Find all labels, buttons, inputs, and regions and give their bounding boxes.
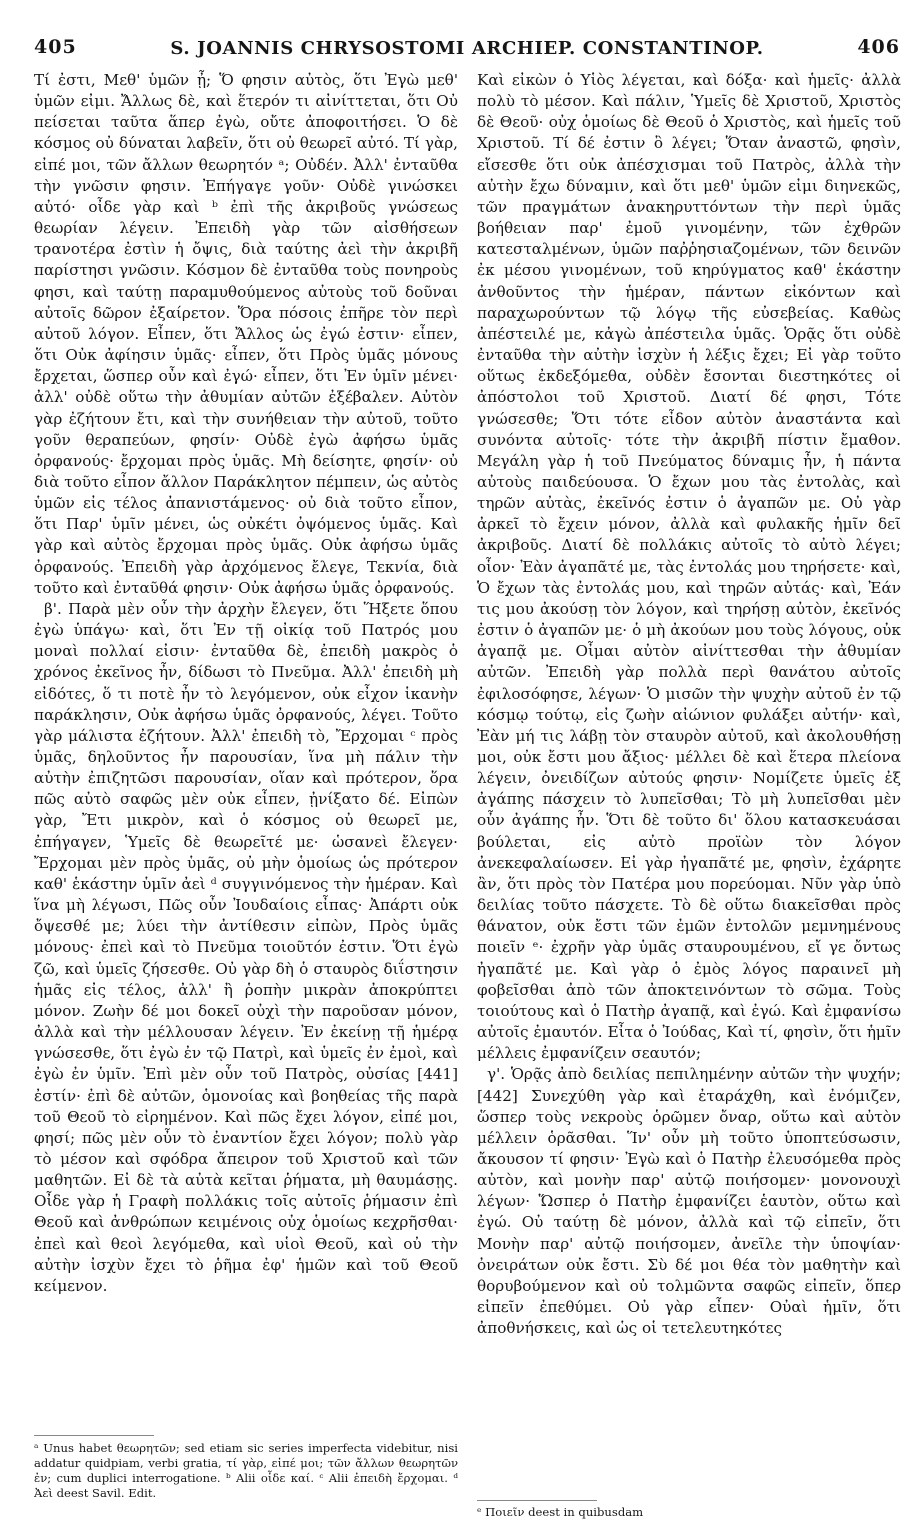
running-title: S. JOANNIS CHRYSOSTOMI ARCHIEP. CONSTANTINOP. <box>170 38 764 59</box>
left-column <box>34 70 458 1297</box>
left-paragraph-2: β'. Παρὰ μὲν οὖν τὴν ἀρχὴν ἔλεγεν, ὅτι Ἥξετε ὅπου ἐγὼ ὑπάγω· καὶ, ὅτι Ἐν τῇ οἰκίᾳ τοῦ Πατρός μου μοναὶ πολλαί εἰσιν· ἐνταῦθα δὲ, ἐπειδὴ μακρὸς ὁ χρόνος ἐκεῖνος ἦν, δίδωσι τὸ Πνεῦμα. Ἀλλ' ἐπειδὴ μὴ εἰδότες, ὅ τι ποτὲ ἦν τὸ λεγόμενον, οὐκ εἶχον ἱκανὴν παράκλησιν, Οὐκ ἀφήσω ὑμᾶς ὀρφανούς, λέγει. Τοῦτο γὰρ μάλιστα ἐζήτουν. Ἀλλ' ἐπειδὴ τὸ, Ἔρχομαι ᶜ πρὸς ὑμᾶς, δηλοῦντος ἦν παρουσίαν, ἵνα μὴ πάλιν τὴν αὐτὴν ἐπιζητῶσι παρουσίαν, οἵαν καὶ πρότερον, ὅρα πῶς αὐτὸ σαφῶς μὲν οὐκ εἶπεν, ᾐνίξατο δέ. Εἰπὼν γὰρ, Ἔτι μικρὸν, καὶ ὁ κόσμος οὐ θεωρεῖ με, ἐπήγαγεν, Ὑμεῖς δὲ θεωρεῖτέ με· ὡσανεὶ ἔλεγεν· Ἔρχομαι μὲν πρὸς ὑμᾶς, οὐ μὴν ὁμοίως ὡς πρότερον καθ' ἑκάστην ὑμῖν ἀεὶ ᵈ συγγινόμενος τὴν ἡμέραν. Καὶ ἵνα μὴ λέγωσι, Πῶς οὖν Ἰουδαίοις εἶπας· Ἀπάρτι οὐκ ὄψεσθέ με; λύει τὴν ἀντίθεσιν εἰπὼν, Πρὸς ὑμᾶς μόνους· ἐπεὶ καὶ τὸ Πνεῦμα τοιοῦτόν ἐστιν. Ὅτι ἐγὼ ζῶ, καὶ ὑμεῖς ζήσεσθε. Οὐ γὰρ δὴ ὁ σταυρὸς διΐστησιν ἡμᾶς εἰς τέλος, ἀλλ' ἢ ῥοπὴν μικρὰν ἀποκρύπτει μόνον. Ζωὴν δέ μοι δοκεῖ οὐχὶ τὴν παροῦσαν μόνον, ἀλλὰ καὶ τὴν μέλλουσαν λέγειν. Ἐν ἐκείνῃ τῇ ἡμέρᾳ γνώσεσθε, ὅτι ἐγὼ ἐν τῷ Πατρὶ, καὶ ὑμεῖς ἐν ἐμοὶ, καὶ ἐγὼ ἐν ὑμῖν. Ἐπὶ μὲν οὖν τοῦ Πατρὸς, οὐσίας [441] ἐστίν· ἐπὶ δὲ αὐτῶν, ὁμονοίας καὶ βοηθείας τῆς παρὰ τοῦ Θεοῦ τὸ εἰρημένον. Καὶ πῶς ἔχει λόγον, εἰπέ μοι, φησί; πῶς μὲν οὖν τὸ ἐναντίον ἔχει λόγον; πολὺ γὰρ τὸ μέσον καὶ σφόδρα ἄπειρον τοῦ Χριστοῦ καὶ τῶν μαθητῶν. Εἰ δὲ τὰ αὐτὰ κεῖται ῥήματα, μὴ θαυμάσῃς. Οἶδε γὰρ ἡ Γραφὴ πολλάκις τοῖς αὐτοῖς ῥήμασιν ἐπὶ Θεοῦ καὶ ἀνθρώπων κειμένοις οὐχ ὁμοίως κεχρῆσθαι· ἐπεὶ καὶ θεοὶ λεγόμεθα, καὶ υἱοὶ Θεοῦ, καὶ οὐ τὴν αὐτὴν ἰσχὺν ἔχει τὸ ῥῆμα ἐφ' ἡμῶν καὶ τοῦ Θεοῦ κείμενον. <box>34 599 458 1295</box>
footnote-right: ᵉ Ποιεῖν deest in quibusdam <box>477 1505 644 1519</box>
page-number-right: 406 <box>857 36 900 58</box>
right-column <box>477 70 901 1339</box>
footnote-rule-left <box>34 1435 154 1436</box>
right-paragraph-2: γ'. Ὁρᾷς ἀπὸ δειλίας πεπιλημένην αὐτῶν τὴν ψυχήν; [442] Συνεχύθη γὰρ καὶ ἐταράχθη, καὶ ἐνόμιζεν, ὥσπερ τοὺς νεκροὺς ὁρῶμεν ὄναρ, οὕτω καὶ αὐτὸν μέλλειν ὁρᾶσθαι. Ἵν' οὖν μὴ τοῦτο ὑποπτεύσωσιν, ἄκουσον τί φησιν· Ἐγὼ καὶ ὁ Πατὴρ ἐλευσόμεθα πρὸς αὐτὸν, καὶ μονὴν παρ' αὐτῷ ποιήσομεν· μονονουχὶ λέγων· Ὥσπερ ὁ Πατὴρ ἐμφανίζει ἑαυτὸν, οὕτω καὶ ἐγώ. Οὐ ταύτῃ δὲ μόνον, ἀλλὰ καὶ τῷ εἰπεῖν, ὅτι Μονὴν παρ' αὐτῷ ποιήσομεν, ἀνεῖλε τὴν ὑποψίαν· ὀνειράτων οὐκ ἔστι. Σὺ δέ μοι θέα τὸν μαθητὴν καὶ θορυβούμενον καὶ οὐ τολμῶντα σαφῶς εἰπεῖν, ὅπερ εἰπεῖν ἐπεθύμει. Οὐ γὰρ εἶπεν· Οὐαὶ ἡμῖν, ὅτι ἀποθνήσκεις, καὶ ὡς οἱ τετελευτηκότες <box>477 1065 901 1338</box>
page-header <box>30 36 904 62</box>
footnote-rule-right <box>477 1500 597 1501</box>
footnotes-left: ᵃ Unus habet θεωρητῶν; sed etiam sic series imperfecta videbitur, nisi addatur quidpiam, verbi gratia, τί γὰρ, εἰπέ μοι; τῶν ἄλλων θεωρητῶν ἐν; cum duplici interrogatione. ᵇ Alii οἶδε καί. ᶜ Alii ἐπειδὴ ἔρχομαι. ᵈ Ἀεὶ deest Savil. Edit. <box>34 1441 458 1500</box>
page-number-left: 405 <box>34 36 77 58</box>
left-paragraph-1: Τί ἐστι, Μεθ' ὑμῶν ᾖ; Ὅ φησιν αὐτὸς, ὅτι Ἐγὼ μεθ' ὑμῶν εἰμι. Ἄλλως δὲ, καὶ ἕτερόν τι αἰνίττεται, ὅτι Οὐ πείσεται ταῦτα ἅπερ ἐγὼ, οὔτε ἀποφοιτήσει. Ὁ δὲ κόσμος οὐ δύναται λαβεῖν, ὅτι οὐ θεωρεῖ αὐτό. Τί γὰρ, εἰπέ μοι, τῶν ἄλλων θεωρητόν ᵃ; Οὐδέν. Ἀλλ' ἐνταῦθα τὴν γνῶσιν φησιν. Ἐπήγαγε γοῦν· Οὐδὲ γινώσκει αὐτό· οἶδε γὰρ καὶ ᵇ ἐπὶ τῆς ἀκριβοῦς γνώσεως θεωρίαν λέγειν. Ἐπειδὴ γὰρ τῶν αἰσθήσεων τρανοτέρα ἐστὶν ἡ ὄψις, διὰ ταύτης ἀεὶ τὴν ἀκριβῆ παρίστησι γνῶσιν. Κόσμον δὲ ἐνταῦθα τοὺς πονηροὺς φησι, καὶ ταύτῃ παραμυθούμενος αὐτοὺς τοῦ δοῦναι αὐτοῖς δῶρον ἐξαίρετον. Ὅρα πόσοις ἐπῆρε τὸν περὶ αὐτοῦ λόγον. Εἶπεν, ὅτι Ἄλλος ὡς ἐγώ ἐστιν· εἶπεν, ὅτι Οὐκ ἀφίησιν ὑμᾶς· εἶπεν, ὅτι Πρὸς ὑμᾶς μόνους ἔρχεται, ὥσπερ οὖν καὶ ἐγώ· εἶπεν, ὅτι Ἐν ὑμῖν μένει· ἀλλ' οὐδὲ οὕτω τὴν ἀθυμίαν αὐτῶν ἐξέβαλεν. Αὐτὸν γὰρ ἐζήτουν ἔτι, καὶ τὴν συνήθειαν τὴν αὐτοῦ, τοῦτο γοῦν θεραπεύων, φησίν· Οὐδὲ ἐγὼ ἀφήσω ὑμᾶς ὀρφανούς· ἔρχομαι πρὸς ὑμᾶς. Μὴ δείσητε, φησίν· οὐ διὰ τοῦτο εἶπον ἄλλον Παράκλητον πέμπειν, ὡς αὐτὸς ὑμῶν εἰς τέλος ἀπανιστάμενος· οὐ διὰ τοῦτο εἶπον, ὅτι Παρ' ὑμῖν μένει, ὡς οὐκέτι ὀψόμενος ὑμᾶς. Καὶ γὰρ καὶ αὐτὸς ἔρχομαι πρὸς ὑμᾶς. Οὐκ ἀφήσω ὑμᾶς ὀρφανούς. Ἐπειδὴ γὰρ ἀρχόμενος ἔλεγε, Τεκνία, διὰ τοῦτο καὶ ἐνταῦθά φησιν· Οὐκ ἀφήσω ὑμᾶς ὀρφανούς. <box>34 71 458 597</box>
right-paragraph-1: Καὶ εἰκὼν ὁ Υἱὸς λέγεται, καὶ δόξα· καὶ ἡμεῖς· ἀλλὰ πολὺ τὸ μέσον. Καὶ πάλιν, Ὑμεῖς δὲ Χριστοῦ, Χριστὸς δὲ Θεοῦ· οὐχ ὁμοίως δὲ Θεοῦ ὁ Χριστὸς, καὶ ἡμεῖς τοῦ Χριστοῦ. Τί δέ ἐστιν ὃ λέγει; Ὅταν ἀναστῶ, φησὶν, εἴσεσθε ὅτι οὐκ ἀπέσχισμαι τοῦ Πατρὸς, ἀλλὰ τὴν αὐτὴν ἔχω δύναμιν, καὶ ὅτι μεθ' ὑμῶν εἰμι διηνεκῶς, τῶν πραγμάτων ἀνακηρυττόντων τὴν περὶ ὑμᾶς βοήθειαν παρ' ἐμοῦ γινομένην, τῶν ἐχθρῶν κατεσταλμένων, ὑμῶν παῤῥησιαζομένων, τῶν δεινῶν ἐκ μέσου γινομένων, τοῦ κηρύγματος καθ' ἑκάστην ἀνθοῦντος τὴν ἡμέραν, πάντων εἰκόντων καὶ παραχωρούντων τῷ λόγῳ τῆς εὐσεβείας. Καθὼς ἀπέστειλέ με, κἀγὼ ἀπέστειλα ὑμᾶς. Ὁρᾷς ὅτι οὐδὲ ἐνταῦθα τὴν αὐτὴν ἰσχὺν ἡ λέξις ἔχει; Εἰ γὰρ τοῦτο οὕτως ἐκδεξόμεθα, οὐδὲν ἔσονται διεστηκότες οἱ ἀπόστολοι τοῦ Χριστοῦ. Διατί δέ φησι, Τότε γνώσεσθε; Ὅτι τότε εἶδον αὐτὸν ἀναστάντα καὶ συνόντα αὐτοῖς· τότε τὴν ἀκριβῆ πίστιν ἔμαθον. Μεγάλη γὰρ ἡ τοῦ Πνεύματος δύναμις ἦν, ἡ πάντα αὐτοὺς παιδεύουσα. Ὁ ἔχων μου τὰς ἐντολὰς, καὶ τηρῶν αὐτὰς, ἐκεῖνός ἐστιν ὁ ἀγαπῶν με. Οὐ γὰρ ἀρκεῖ τὸ ἔχειν μόνον, ἀλλὰ καὶ φυλακῆς ἡμῖν δεῖ ἀκριβοῦς. Διατί δὲ πολλάκις αὐτοῖς τὸ αὐτὸ λέγει; οἷον· Ἐὰν ἀγαπᾶτέ με, τὰς ἐντολάς μου τηρήσετε· καὶ, Ὁ ἔχων τὰς ἐντολάς μου, καὶ τηρῶν αὐτάς· καὶ, Ἐάν τις μου ἀκούσῃ τὸν λόγον, καὶ τηρήσῃ αὐτὸν, ἐκεῖνός ἐστιν ὁ ἀγαπῶν με· ὁ μὴ ἀκούων μου τοὺς λόγους, οὐκ ἀγαπᾷ με. Οἶμαι αὐτὸν αἰνίττεσθαι τὴν ἀθυμίαν αὐτῶν. Ἐπειδὴ γὰρ πολλὰ περὶ θανάτου αὐτοῖς ἐφιλοσόφησε, λέγων· Ὁ μισῶν τὴν ψυχὴν αὐτοῦ ἐν τῷ κόσμῳ τούτῳ, εἰς ζωὴν αἰώνιον φυλάξει αὐτήν· καὶ, Ἐὰν μή τις λάβῃ τὸν σταυρὸν αὐτοῦ, καὶ ἀκολουθήσῃ μοι, οὐκ ἔστι μου ἄξιος· μέλλει δὲ καὶ ἕτερα πλείονα λέγειν, ὀνειδίζων αὐτούς φησιν· Νομίζετε ὑμεῖς ἐξ ἀγάπης πάσχειν τὸ λυπεῖσθαι; Τὸ μὴ λυπεῖσθαι μὲν οὖν ἀγάπης ἦν. Ὅτι δὲ τοῦτο δι' ὅλου κατασκευάσαι βούλεται, εἰς αὐτὸ προϊὼν τὸν λόγον ἀνεκεφαλαίωσεν. Εἰ γὰρ ἠγαπᾶτέ με, φησὶν, ἐχάρητε ἂν, ὅτι πρὸς τὸν Πατέρα μου πορεύομαι. Νῦν γὰρ ὑπὸ δειλίας τοῦτο πάσχετε. Τὸ δὲ οὕτω διακεῖσθαι πρὸς θάνατον, οὐκ ἔστι τῶν ἐμῶν ἐντολῶν μεμνημένους ποιεῖν ᵉ· ἐχρῆν γὰρ ὑμᾶς σταυρουμένου, εἴ γε ὄντως ἠγαπᾶτέ με. Καὶ γὰρ ὁ ἐμὸς λόγος παραινεῖ μὴ φοβεῖσθαι ἀπὸ τῶν ἀποκτεινόντων τὸ σῶμα. Τοὺς τοιούτους καὶ ὁ Πατὴρ ἀγαπᾷ, καὶ ἐγώ. Καὶ ἐμφανίσω αὐτοῖς ἐμαυτόν. Εἶτα ὁ Ἰούδας, Καὶ τί, φησὶν, ὅτι ἡμῖν μέλλεις ἐμφανίζειν σεαυτόν; <box>477 71 901 1063</box>
